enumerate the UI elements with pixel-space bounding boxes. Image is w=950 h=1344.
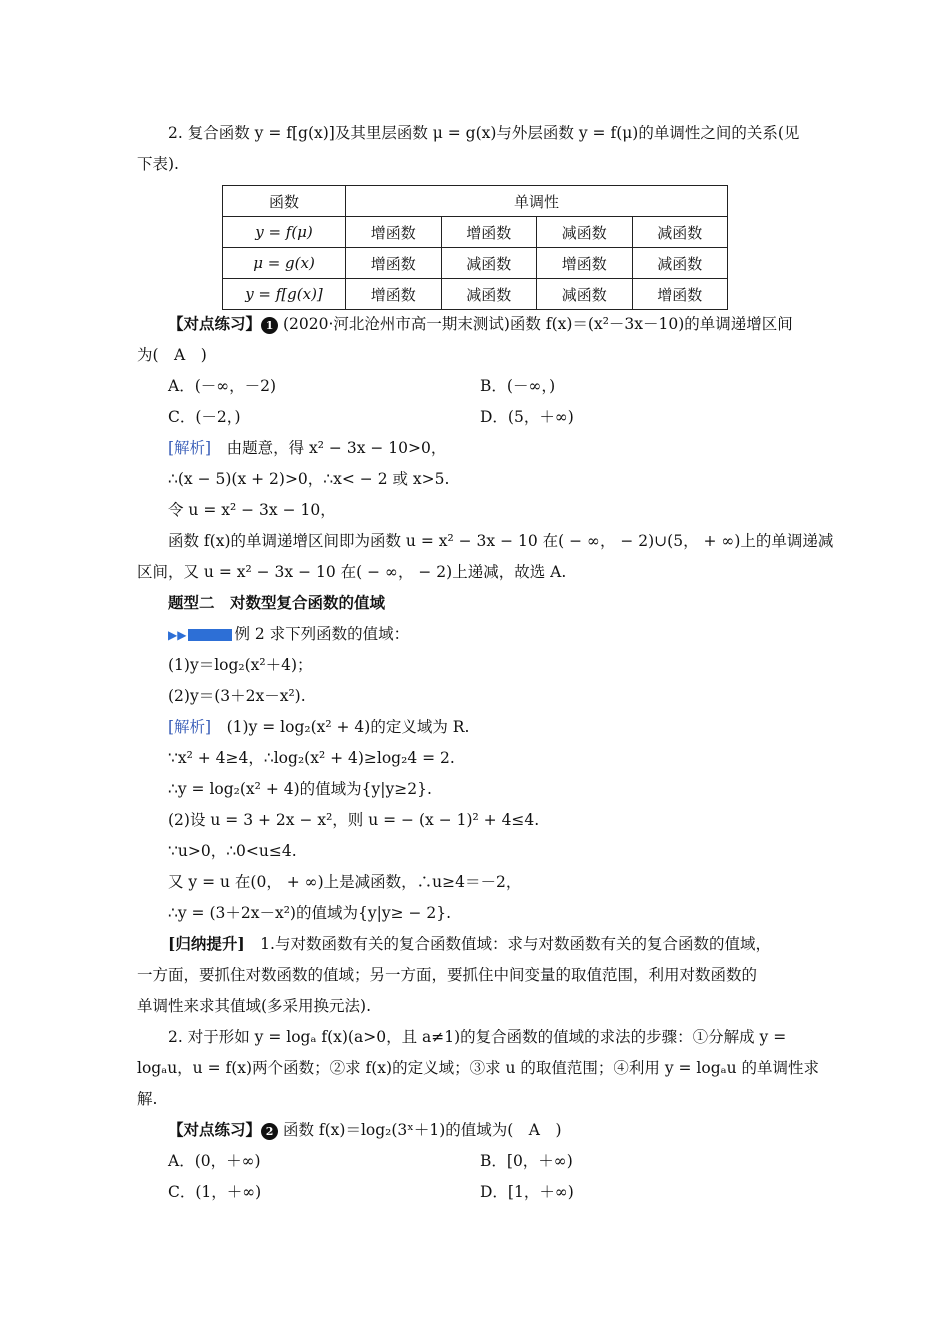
solution2-line-2: ∵x² + 4≥4，∴log₂(x² + 4)≥log₂4 = 2. bbox=[168, 749, 455, 767]
solution2-line-4: (2)设 u = 3 + 2x − x²，则 u = − (x − 1)² + 4≤4. bbox=[168, 811, 540, 829]
option-d: D．(5，＋∞) bbox=[480, 408, 574, 426]
number-badge-icon: 1 bbox=[261, 317, 278, 334]
table-header-mono: 单调性 bbox=[346, 186, 728, 217]
section-title: 题型二 对数型复合函数的值域 bbox=[168, 593, 386, 612]
table-cell: 减函数 bbox=[441, 279, 537, 310]
summary-tag: [归纳提升] bbox=[168, 934, 245, 953]
solution2-line-6: 又 y = u 在(0， + ∞)上是减函数，∴u≥4＝－2， bbox=[168, 873, 522, 891]
table-header-row bbox=[223, 186, 728, 217]
solution-tag: [解析] bbox=[168, 439, 212, 457]
summary-text: 1.与对数函数有关的复合函数值域：求与对数函数有关的复合函数的值域， bbox=[244, 935, 771, 953]
solution2-line-1 bbox=[168, 716, 469, 738]
table-cell: 减函数 bbox=[632, 217, 728, 248]
practice1-q1: (2020·河北沧州市高一期末测试)函数 f(x)＝(x²－3x－10)的单调递增区间 bbox=[282, 315, 793, 333]
intro-line-2: 下表). bbox=[137, 155, 179, 173]
table-cell: 增函数 bbox=[346, 279, 442, 310]
practice1-question bbox=[168, 313, 793, 335]
option-a: A．(－∞，－2) bbox=[168, 377, 277, 395]
solution1-line-3: 令 u = x² − 3x − 10， bbox=[168, 501, 336, 519]
example-heading bbox=[168, 623, 409, 646]
solution2-line-7: ∴y = (3＋2x－x²)的值域为{y|y≥ − 2}. bbox=[168, 904, 452, 922]
option-b: B．[0，＋∞) bbox=[480, 1152, 573, 1170]
summary-line-4: 2. 对于形如 y = logₐ f(x)(a>0，且 a≠1)的复合函数的值域的求法的步骤：①分解成 y = bbox=[168, 1028, 787, 1046]
table-cell: y = f[g(x)] bbox=[223, 279, 346, 310]
table-cell: 减函数 bbox=[537, 279, 633, 310]
number-badge-icon: 2 bbox=[261, 1123, 278, 1140]
option-b: B．(－∞，) bbox=[480, 377, 556, 395]
summary-line-2: 一方面，要抓住对数函数的值域；另一方面，要抓住中间变量的取值范围，利用对数函数的 bbox=[137, 966, 758, 984]
solution1-line-5: 区间，又 u = x² − 3x − 10 在( − ∞， − 2)上递减，故选 A. bbox=[137, 563, 567, 581]
solution1-line-1 bbox=[168, 437, 446, 459]
solution1-line-2: ∴(x − 5)(x + 2)>0，∴x< − 2 或 x>5. bbox=[168, 470, 450, 488]
table-cell: 增函数 bbox=[346, 248, 442, 279]
practice2-q: 函数 f(x)＝log₂(3ˣ＋1)的值域为( A ) bbox=[278, 1121, 562, 1139]
table-cell: 增函数 bbox=[537, 248, 633, 279]
table-cell: μ = g(x) bbox=[223, 248, 346, 279]
summary-line-5: logₐu，u = f(x)两个函数；②求 f(x)的定义域；③求 u 的取值范围；④利用 y = logₐu 的单调性求 bbox=[137, 1059, 820, 1077]
table-row bbox=[223, 279, 728, 310]
table-cell: 减函数 bbox=[441, 248, 537, 279]
table-cell: y = f(μ) bbox=[223, 217, 346, 248]
practice1-q2: 为( A ) bbox=[137, 346, 207, 364]
table-header-func: 函数 bbox=[223, 186, 346, 217]
table-cell: 减函数 bbox=[537, 217, 633, 248]
table-row bbox=[223, 248, 728, 279]
intro-line-1: 2. 复合函数 y = f[g(x)]及其里层函数 μ = g(x)与外层函数 y = f(μ)的单调性之间的关系(见 bbox=[168, 124, 800, 142]
practice-tag: 【对点练习】 bbox=[168, 314, 262, 333]
example-text: 例 2 求下列函数的值域： bbox=[234, 625, 410, 643]
example-q2: (2)y＝(3＋2x－x²). bbox=[168, 687, 306, 705]
practice-tag: 【对点练习】 bbox=[168, 1120, 262, 1139]
solution-text: (1)y = log₂(x² + 4)的定义域为 R. bbox=[211, 718, 470, 736]
solution2-line-5: ∵u>0，∴0<u≤4. bbox=[168, 842, 297, 860]
option-c: C．(－2，) bbox=[168, 408, 241, 426]
table-cell: 减函数 bbox=[632, 248, 728, 279]
table-cell: 增函数 bbox=[346, 217, 442, 248]
example-q1: (1)y＝log₂(x²＋4)； bbox=[168, 656, 313, 674]
option-a: A．(0，＋∞) bbox=[168, 1152, 261, 1170]
table-row bbox=[223, 217, 728, 248]
fast-forward-icon: ▶▶ bbox=[168, 628, 187, 642]
table-cell: 增函数 bbox=[632, 279, 728, 310]
practice2-question bbox=[168, 1119, 562, 1141]
solution1-line-4: 函数 f(x)的单调递增区间即为函数 u = x² − 3x − 10 在( − ∞， − 2)∪(5， + ∞)上的单调递减 bbox=[168, 532, 834, 550]
option-d: D．[1，＋∞) bbox=[480, 1183, 574, 1201]
table-cell: 增函数 bbox=[441, 217, 537, 248]
solution-text: 由题意，得 x² − 3x − 10>0， bbox=[211, 439, 447, 457]
summary-line-3: 单调性来求其值域(多采用换元法). bbox=[137, 997, 372, 1015]
summary-line-1 bbox=[168, 933, 771, 955]
solution-tag: [解析] bbox=[168, 718, 212, 736]
option-c: C．(1，＋∞) bbox=[168, 1183, 262, 1201]
summary-line-6: 解. bbox=[137, 1090, 158, 1108]
example-badge-icon bbox=[188, 629, 232, 641]
monotonicity-table bbox=[222, 185, 728, 310]
solution2-line-3: ∴y = log₂(x² + 4)的值域为{y|y≥2}. bbox=[168, 780, 432, 798]
